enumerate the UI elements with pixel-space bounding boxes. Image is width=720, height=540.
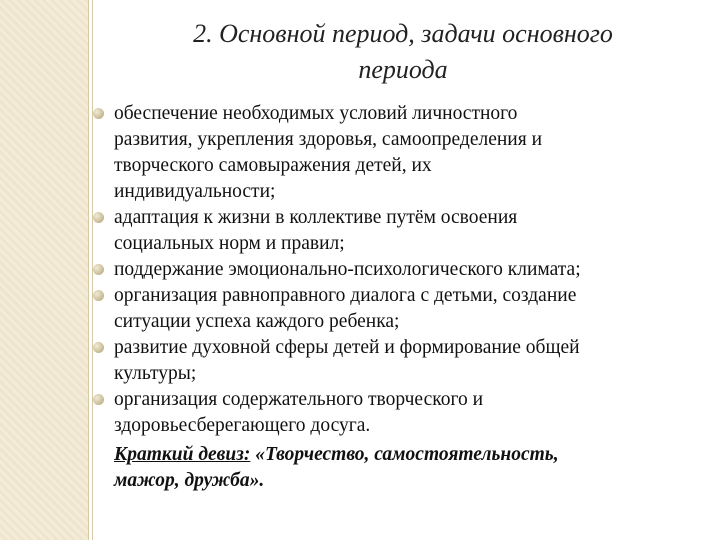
- list-item: [88, 257, 718, 283]
- motto: [114, 442, 714, 494]
- motto-text: мажор, дружба».: [114, 470, 265, 491]
- decorative-side-panel: [0, 0, 88, 540]
- list-item-line: ситуации успеха каждого ребенка;: [114, 311, 400, 332]
- list-item-line: развития, укрепления здоровья, самоопределения и: [114, 129, 543, 150]
- list-item-line: социальных норм и правил;: [114, 233, 345, 254]
- bullet-icon: [93, 290, 104, 301]
- list-item-line: организация равноправного диалога с детьми, создание: [114, 285, 577, 306]
- motto-text: «Творчество, самостоятельность,: [250, 444, 559, 465]
- motto-line: [114, 442, 714, 468]
- task-list: [88, 101, 718, 439]
- bullet-icon: [93, 264, 104, 275]
- list-item-line: поддержание эмоционально-психологического климата;: [114, 259, 581, 280]
- list-item-line: здоровьесберегающего досуга.: [114, 415, 371, 436]
- slide-title: [118, 16, 688, 88]
- list-item-line: развитие духовной сферы детей и формирование общей: [114, 337, 580, 358]
- bullet-icon: [93, 342, 104, 353]
- list-item-line: индивидуальности;: [114, 181, 276, 202]
- list-item-line: культуры;: [114, 363, 197, 384]
- list-item: [88, 101, 718, 205]
- list-item: [88, 387, 718, 439]
- list-item-line: организация содержательного творческого и: [114, 389, 484, 410]
- title-line: 2. Основной период, задачи основного: [193, 19, 613, 48]
- motto-label: Краткий девиз:: [114, 444, 251, 465]
- list-item-line: адаптация к жизни в коллективе путём освоения: [114, 207, 518, 228]
- list-item: [88, 205, 718, 257]
- list-item: [88, 335, 718, 387]
- list-item-line: творческого самовыражения детей, их: [114, 155, 432, 176]
- list-item: [88, 283, 718, 335]
- title-line: периода: [358, 55, 448, 84]
- bullet-icon: [93, 108, 104, 119]
- bullet-icon: [93, 394, 104, 405]
- bullet-icon: [93, 212, 104, 223]
- list-item-line: обеспечение необходимых условий личностного: [114, 103, 518, 124]
